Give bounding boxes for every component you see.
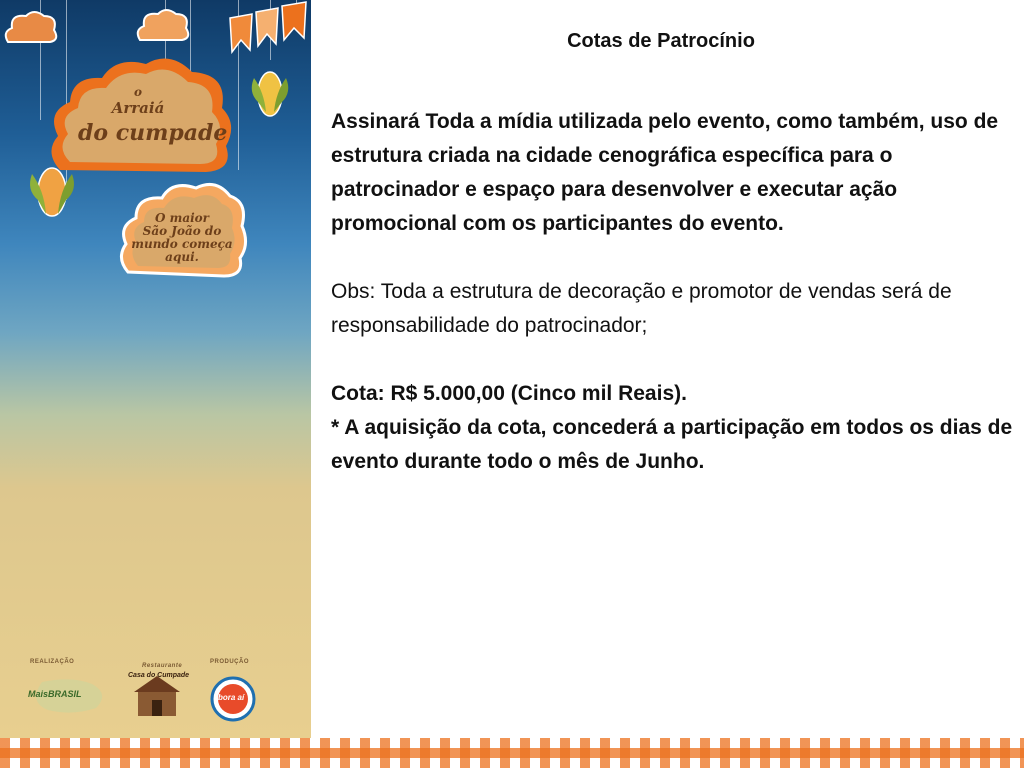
- obs-paragraph: Obs: Toda a estrutura de decoração e promotor de vendas será de responsabilidade do patrocinador;: [331, 280, 952, 337]
- logo-cloud-icon: [42, 52, 238, 182]
- decorative-banner: [0, 0, 311, 740]
- note-paragraph: * A aquisição da cota, concederá a participação em todos os dias de evento durante todo o mês de Junho.: [331, 416, 1013, 473]
- checkered-strip: [0, 738, 1024, 768]
- small-cloud-icon: [132, 6, 194, 46]
- bunting-flags-icon: [226, 0, 311, 60]
- logo-line2: Arraiá: [111, 99, 165, 117]
- page-title: Cotas de Patrocínio: [567, 30, 755, 52]
- slogan-line1: O maior: [155, 211, 209, 225]
- producao-label: PRODUÇÃO: [210, 659, 250, 665]
- slogan-line4: aqui.: [165, 250, 199, 264]
- corn-icon: [244, 62, 294, 122]
- restaurante-label: Restaurante: [142, 663, 183, 669]
- logo-line1: o: [133, 85, 142, 99]
- cota-paragraph: Cota: R$ 5.000,00 (Cinco mil Reais).: [331, 382, 687, 405]
- intro-paragraph: Assinará Toda a mídia utilizada pelo evento, como também, uso de estrutura criada na cidade cenográfica específica para o patrocinador e espaço para desenvolver e executar ação promocional com os participantes do evento.: [331, 110, 999, 235]
- slogan-line3: mundo começa: [131, 237, 233, 251]
- bora-ai-logo: bora aí: [218, 693, 245, 702]
- slogan-line2: São João do: [142, 224, 222, 238]
- mais-brasil-logo: MaisBRASIL: [28, 689, 82, 699]
- small-cloud-icon: [0, 8, 60, 48]
- casa-cumpade-logo: Casa do Cumpade: [128, 672, 190, 679]
- slide-content: [331, 30, 1016, 479]
- logo-line3: do cumpade: [78, 120, 228, 146]
- realizacao-label: REALIZAÇÃO: [30, 659, 75, 665]
